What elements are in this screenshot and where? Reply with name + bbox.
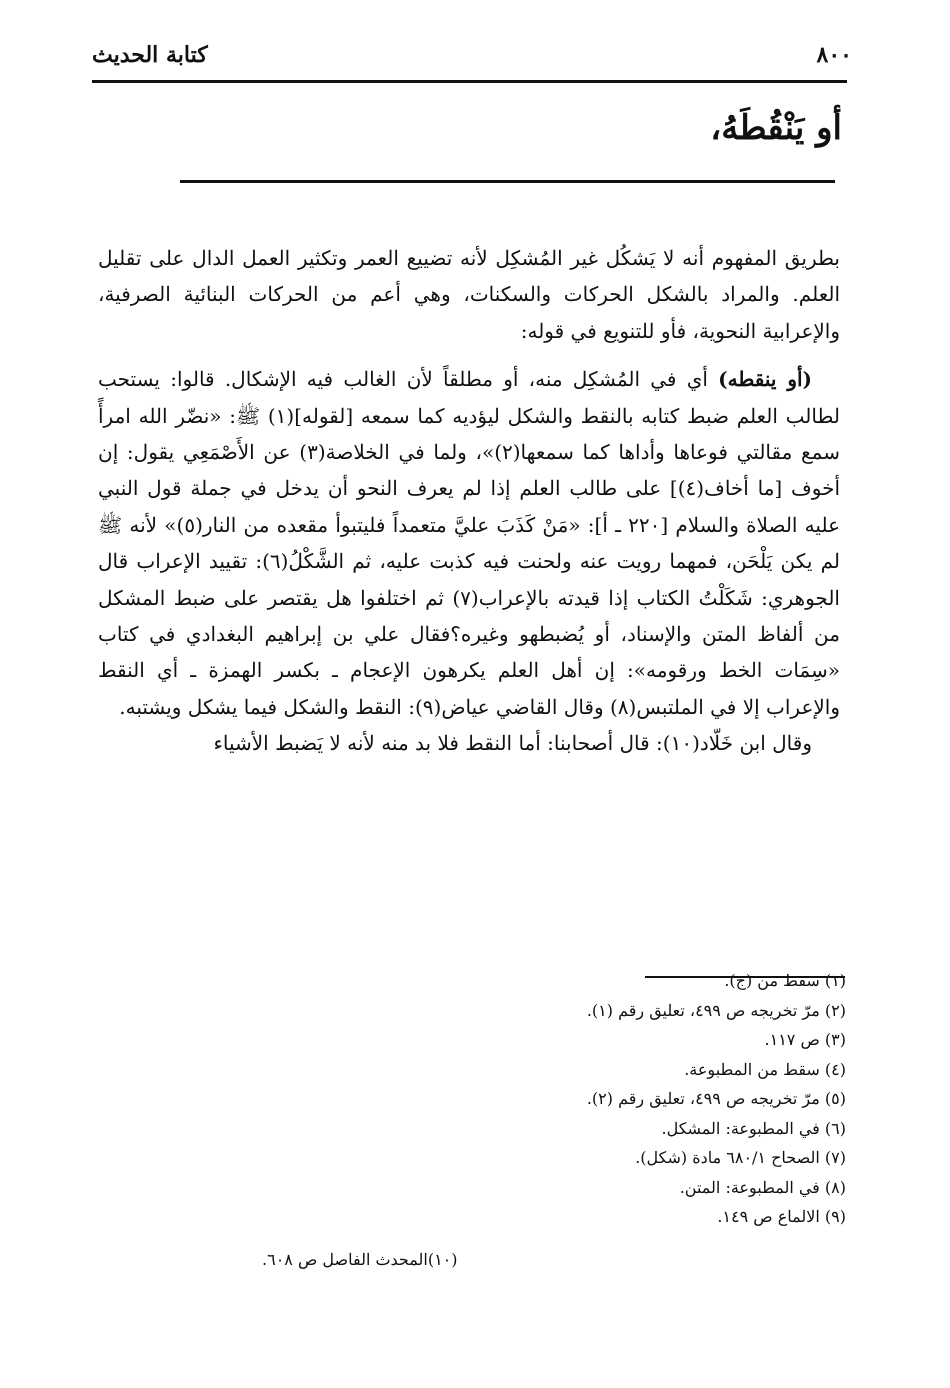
footnote-5: (٥) مرّ تخريجه ص ٤٩٩، تعليق رقم (٢). [586, 1089, 846, 1108]
footnote-3: (٣) ص ١١٧. [764, 1030, 846, 1049]
paragraph-3: وقال ابن خَلّاد(١٠): قال أصحابنا: أما النقط فلا بد منه لأنه لا يَضبط الأشياء [213, 731, 812, 756]
matn-rule [180, 180, 835, 183]
footnote-6: (٦) في المطبوعة: المشكل. [661, 1118, 846, 1138]
footnote-1: (١) سقط من (ج). [724, 971, 846, 990]
footnotes [246, 966, 846, 1232]
page-number: ٨٠٠ [816, 42, 852, 68]
paragraph-1: بطريق المفهوم أنه لا يَشكُل غير المُشكِل لأنه تضييع العمر وتكثير العمل الدال على تقليل العلم. والمراد بالشكل الحركات والسكنات، وهي أعم من الحركات البنائية الصرفية، والإعرابية النحوية، فأو للتنويع في قوله: [98, 246, 840, 343]
matn-quote: (أو ينقطه) [718, 367, 812, 392]
footnote-8: (٨) في المطبوعة: المتن. [679, 1177, 846, 1197]
footnote-9: (٩) الالماع ص ١٤٩. [717, 1207, 846, 1226]
matn-text: أو يَنْقُطَهُ، [710, 108, 842, 148]
page-header [92, 38, 852, 78]
running-title: كتابة الحديث [92, 42, 208, 68]
commentary-body [98, 240, 840, 762]
footnote-4: (٤) سقط من المطبوعة. [684, 1059, 846, 1079]
footnote-2: (٢) مرّ تخريجه ص ٤٩٩، تعليق رقم (١). [586, 1000, 846, 1020]
paragraph-2-text: أي في المُشكِل منه، أو مطلقاً لأن الغالب فيه الإشكال. قالوا: يستحب لطالب العلم ضبط كتابه بالنقط والشكل ليؤديه كما سمعه [لقوله](١) ﷺ: «نضّر الله امرأً سمع مقالتي فوعاها وأداها كما سمعها(٢)»، ولما في الخلاصة(٣) عن الأَصْمَعِي يقول: إن أخوف [ما أخاف(٤)] على طالب العلم إذا لم يعرف النحو أن يدخل في جملة قول النبي عليه الصلاة والسلام [٢٢٠ ـ أ]: «مَنْ كَذَبَ عليَّ متعمداً فليتبوأ مقعده من النار(٥)» لأنه ﷺ لم يكن يَلْحَن، فمهما رويت عنه ولحنت فيه كذبت عليه، ثم الشَّكْلُ(٦): تقييد الإعراب قال الجوهري: شَكَلْتُ الكتاب إذا قيدته بالإعراب(٧) ثم اختلفوا هل يقتصر على ضبط المشكل من ألفاظ المتن والإسناد، أو يُضبطهو وغيره؟فقال علي بن إبراهيم البغدادي في كتاب «سِمَات الخط ورقومه»: إن أهل العلم يكرهون الإعجام ـ بكسر الهمزة ـ أي النقط والإعراب إلا في الملتبس(٨) وقال القاضي عياض(٩): النقط والشكل فيما يشكل ويشتبه. [98, 367, 841, 719]
paragraph-2 [98, 361, 840, 725]
header-rule [92, 80, 847, 83]
footnote-10: (١٠)المحدث الفاصل ص ٦٠٨. [262, 1250, 458, 1269]
footnote-7: (٧) الصحاح ٦٨٠/١ مادة (شكل). [635, 1148, 846, 1167]
